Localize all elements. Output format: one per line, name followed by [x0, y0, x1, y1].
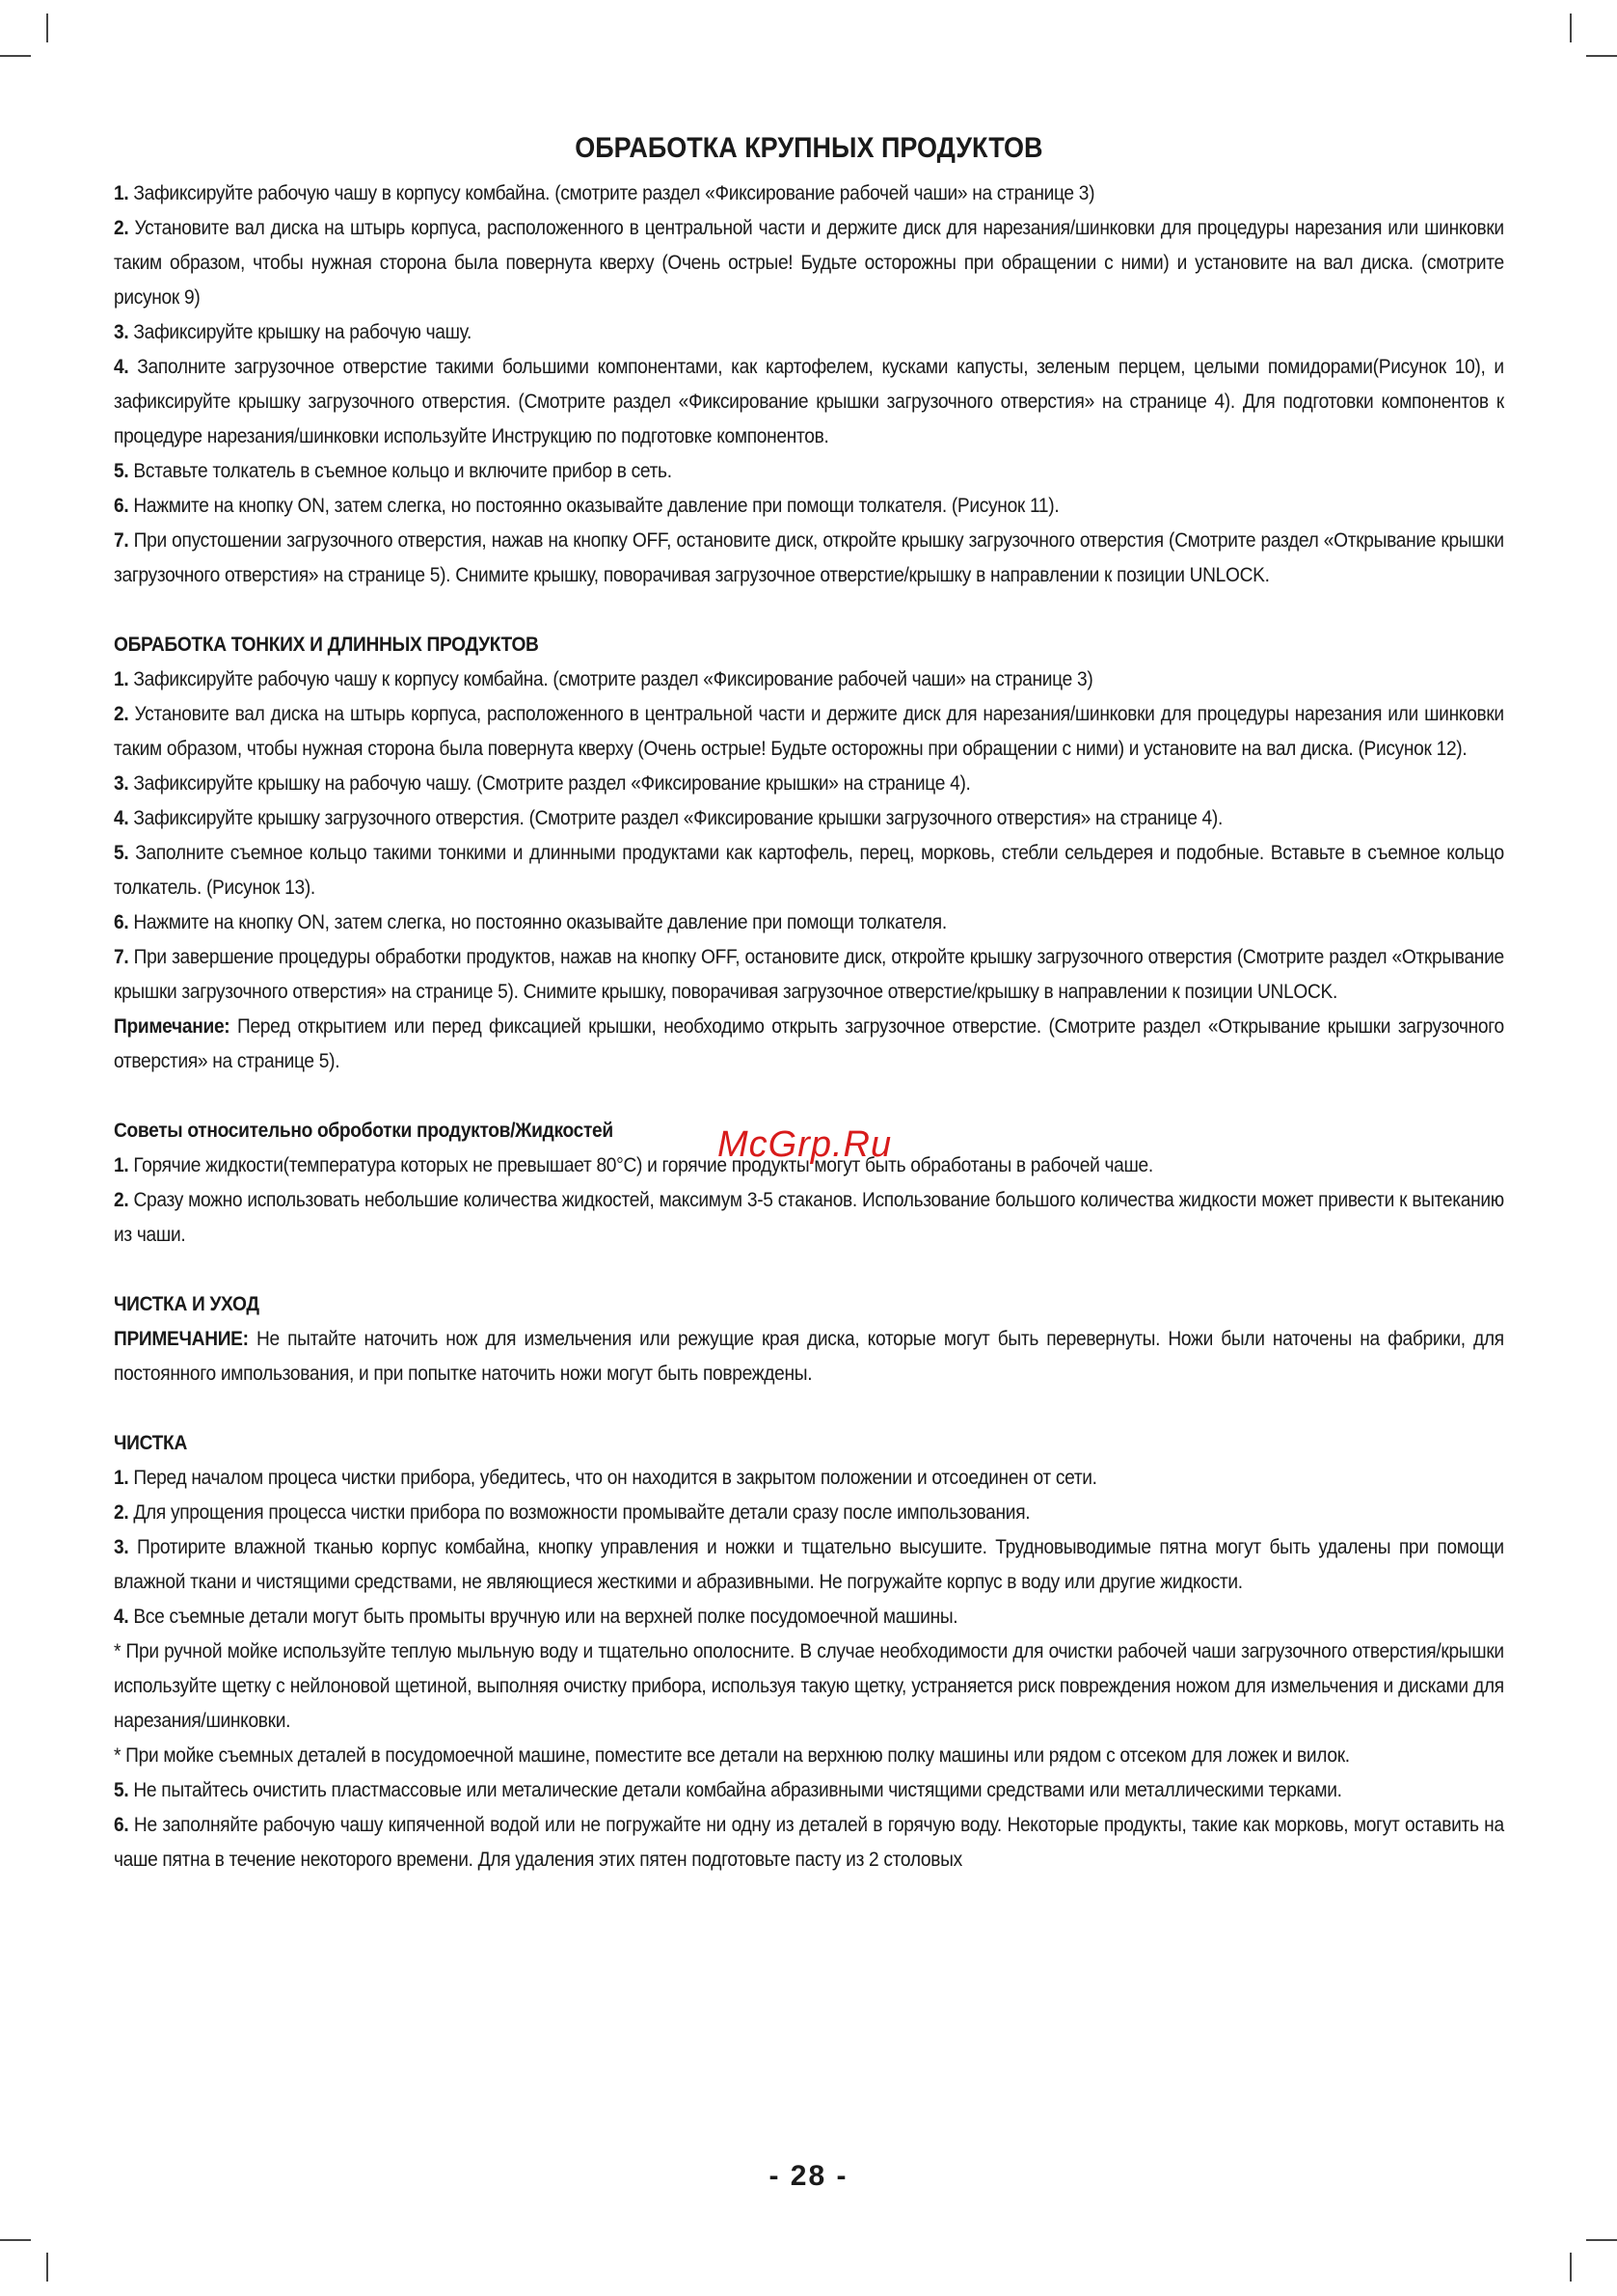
paragraph-text: Все съемные детали могут быть промыты вручную или на верхней полке посудомоечной машины. [128, 1605, 958, 1628]
paragraph-number: 3. [114, 1535, 129, 1558]
paragraph-text: Зафиксируйте рабочую чашу к корпусу комбайна. (смотрите раздел «Фиксирование рабочей чаши» на странице 3) [128, 667, 1093, 690]
paragraph-text: Вставьте толкатель в съемное кольцо и включите прибор в сеть. [128, 459, 672, 482]
section-gap [114, 1391, 1504, 1425]
paragraph-text: Зафиксируйте рабочую чашу в корпусу комбайна. (смотрите раздел «Фиксирование рабочей чаши» на странице 3) [128, 181, 1095, 204]
paragraph-text: Установите вал диска на штырь корпуса, расположенного в центральной части и держите диск для нарезания/шинковки для процедуры нарезания или шинковки таким образом, чтобы нужная сторона была повернута кверху (Очень острые! Будьте осторожны при обращении с ними) и установите на вал диска. (Рисунок 12). [114, 702, 1504, 760]
paragraph-text: Зафиксируйте крышку загрузочного отверстия. (Смотрите раздел «Фиксирование крышки загрузочного отверстия» на странице 4). [128, 806, 1223, 829]
crop-mark [1570, 2253, 1572, 2282]
page-body-inner [114, 129, 1504, 1877]
paragraph-number: 6. [114, 910, 129, 933]
paragraph-number: ПРИМЕЧАНИЕ: [114, 1327, 249, 1350]
paragraph-number: 5. [114, 1778, 129, 1801]
paragraph-number: 4. [114, 1605, 129, 1628]
section-gap [114, 1078, 1504, 1113]
crop-mark [0, 55, 31, 57]
page-number: - 28 - [768, 2160, 849, 2192]
paragraph-number: 3. [114, 320, 129, 343]
paragraph-text: Установите вал диска на штырь корпуса, расположенного в центральной части и держите диск для нарезания/шинковки для процедуры нарезания или шинковки таким образом, чтобы нужная сторона была повернута кверху (Очень острые! Будьте осторожны при обращении с ними) и установите на вал диска. (смотрите рисунок 9) [114, 216, 1504, 309]
paragraph [114, 1634, 1504, 1738]
paragraph-text: Горячие жидкости(температура которых не превышает 80°С) и горячие продукты могут быть обработаны в рабочей чаше. [128, 1153, 1153, 1176]
paragraph-text: * При ручной мойке используйте теплую мыльную воду и тщательно ополосните. В случае необходимости для очистки рабочей чаши загрузочного отверстия/крышки используйте щетку с нейлоновой щетиной, выполняя очистку прибора, используя такую щетку, устраняется риск повреждения ножом для измельчения и дисками для нарезания/шинковки. [114, 1639, 1504, 1732]
paragraph-text: Сразу можно использовать небольшие количества жидкостей, максимум 3-5 стаканов. Использование большого количества жидкости может привести к вытеканию из чаши. [114, 1188, 1504, 1246]
paragraph [114, 523, 1504, 592]
paragraph-text: Перед открытием или перед фиксацией крышки, необходимо открыть загрузочное отверстие. (Смотрите раздел «Открывание крышки загрузочного отверстия» на странице 5). [114, 1014, 1504, 1072]
paragraph-number: 1. [114, 1153, 129, 1176]
paragraph [114, 1599, 1504, 1634]
crop-mark [1586, 55, 1617, 57]
paragraph [114, 176, 1504, 210]
paragraph-text: Заполните съемное кольцо такими тонкими и длинными продуктами как картофель, перец, морковь, стебли сельдерея и подобные. Вставьте в съемное кольцо толкатель. (Рисунок 13). [114, 841, 1504, 899]
paragraph [114, 800, 1504, 835]
paragraph-text: Зафиксируйте крышку на рабочую чашу. [128, 320, 472, 343]
paragraph-text: Зафиксируйте крышку на рабочую чашу. (Смотрите раздел «Фиксирование крышки» на странице 4). [128, 771, 971, 795]
page-body [114, 129, 1504, 1877]
paragraph-text: При завершение процедуры обработки продуктов, нажав на кнопку OFF, остановите диск, откройте крышку загрузочного отверстия (Смотрите раздел «Открывание крышки загрузочного отверстия» на странице 5). Снимите крышку, поворачивая загрузочное отверстие/крышку в направлении к позиции UNLOCK. [114, 945, 1504, 1003]
section-heading: ОБРАБОТКА ТОНКИХ И ДЛИННЫХ ПРОДУКТОВ [114, 633, 539, 656]
paragraph-number: 4. [114, 355, 129, 378]
paragraph [114, 835, 1504, 905]
paragraph-text: Перед началом процеса чистки прибора, убедитесь, что он находится в закрытом положении и отсоединен от сети. [128, 1466, 1097, 1489]
paragraph-number: 1. [114, 667, 129, 690]
paragraph-number: 4. [114, 806, 129, 829]
paragraph [114, 1460, 1504, 1495]
paragraph [114, 314, 1504, 349]
crop-mark [46, 2253, 48, 2282]
paragraph [114, 1495, 1504, 1529]
paragraph-number: Примечание: [114, 1014, 230, 1038]
paragraph [114, 1529, 1504, 1599]
paragraph [114, 696, 1504, 766]
paragraph-number: 7. [114, 528, 129, 552]
paragraph [114, 349, 1504, 453]
paragraph-text: Нажмите на кнопку ON, затем слегка, но постоянно оказывайте давление при помощи толкателя. (Рисунок 11). [128, 494, 1060, 517]
page-title: ОБРАБОТКА КРУПНЫХ ПРОДУКТОВ [575, 132, 1043, 164]
paragraph-text: Не заполняйте рабочую чашу кипяченной водой или не погружайте ни одну из деталей в горячую воду. Некоторые продукты, такие как морковь, могут оставить на чаше пятна в течение некоторого времени. Для удаления этих пятен подготовьте пасту из 2 столовых [114, 1813, 1504, 1871]
paragraph-number: 2. [114, 702, 129, 725]
paragraph-number: 2. [114, 216, 129, 239]
paragraph-number: 5. [114, 841, 129, 864]
paragraph-text: Заполните загрузочное отверстие такими большими компонентами, как картофелем, кусками капусты, зеленым перцем, целыми помидорами(Рисунок 10), и зафиксируйте крышку загрузочного отверстия. (Смотрите раздел «Фиксирование крышки загрузочного отверстия» на странице 4). Для подготовки компонентов к процедуре нарезания/шинковки используйте Инструкцию по подготовке компонентов. [114, 355, 1504, 447]
sections-container [114, 176, 1504, 1877]
paragraph-number: 5. [114, 459, 129, 482]
paragraph-number: 1. [114, 181, 129, 204]
paragraph-number: 2. [114, 1500, 129, 1524]
paragraph [114, 1182, 1504, 1252]
section-gap [114, 1252, 1504, 1286]
paragraph [114, 1738, 1504, 1772]
paragraph [114, 1009, 1504, 1078]
paragraph [114, 1807, 1504, 1877]
watermark: McGrp.Ru [717, 1124, 893, 1165]
paragraph-number: 6. [114, 494, 129, 517]
section-gap [114, 592, 1504, 627]
paragraph [114, 453, 1504, 488]
paragraph [114, 905, 1504, 939]
paragraph-text: Протирите влажной тканью корпус комбайна, кнопку управления и ножки и тщательно высушите. Трудновыводимые пятна могут быть удалены при помощи влажной ткани и чистящими средствами, не являющиеся жесткими и абразивными. Не погружайте корпус в воду или другие жидкости. [114, 1535, 1504, 1593]
paragraph [114, 210, 1504, 314]
paragraph-number: 6. [114, 1813, 129, 1836]
crop-mark [46, 14, 48, 42]
section-heading: ЧИСТКА И УХОД [114, 1292, 259, 1315]
section-heading: ЧИСТКА [114, 1431, 187, 1454]
paragraph-number: 1. [114, 1466, 129, 1489]
section-heading: Советы относительно оброботки продуктов/Жидкостей [114, 1119, 613, 1142]
crop-mark [1586, 2239, 1617, 2241]
paragraph [114, 1321, 1504, 1391]
paragraph-text: При опустошении загрузочного отверстия, нажав на кнопку OFF, остановите диск, откройте крышку загрузочного отверстия (Смотрите раздел «Открывание крышки загрузочного отверстия» на странице 5). Снимите крышку, поворачивая загрузочное отверстие/крышку в направлении к позиции UNLOCK. [114, 528, 1504, 586]
paragraph-text: Нажмите на кнопку ON, затем слегка, но постоянно оказывайте давление при помощи толкателя. [128, 910, 947, 933]
paragraph [114, 766, 1504, 800]
paragraph [114, 488, 1504, 523]
paragraph [114, 939, 1504, 1009]
paragraph-number: 7. [114, 945, 129, 968]
paragraph [114, 662, 1504, 696]
paragraph-number: 2. [114, 1188, 129, 1211]
paragraph-text: Не пытайтесь очистить пластмассовые или металические детали комбайна абразивными чистящими средствами или металлическими терками. [128, 1778, 1342, 1801]
paragraph-number: 3. [114, 771, 129, 795]
crop-mark [1570, 14, 1572, 42]
paragraph-text: * При мойке съемных деталей в посудомоечной машине, поместите все детали на верхнюю полку машины или рядом с отсеком для ложек и вилок. [114, 1743, 1350, 1767]
crop-mark [0, 2239, 31, 2241]
paragraph [114, 1772, 1504, 1807]
paragraph-text: Для упрощения процесса чистки прибора по возможности промывайте детали сразу после импользования. [128, 1500, 1031, 1524]
paragraph-text: Не пытайте наточить нож для измельчения или режущие края диска, которые могут быть перевернуты. Ножи были наточены на фабрики, для постоянного импользования, и при попытке наточить ножи могут быть повреждены. [114, 1327, 1504, 1385]
